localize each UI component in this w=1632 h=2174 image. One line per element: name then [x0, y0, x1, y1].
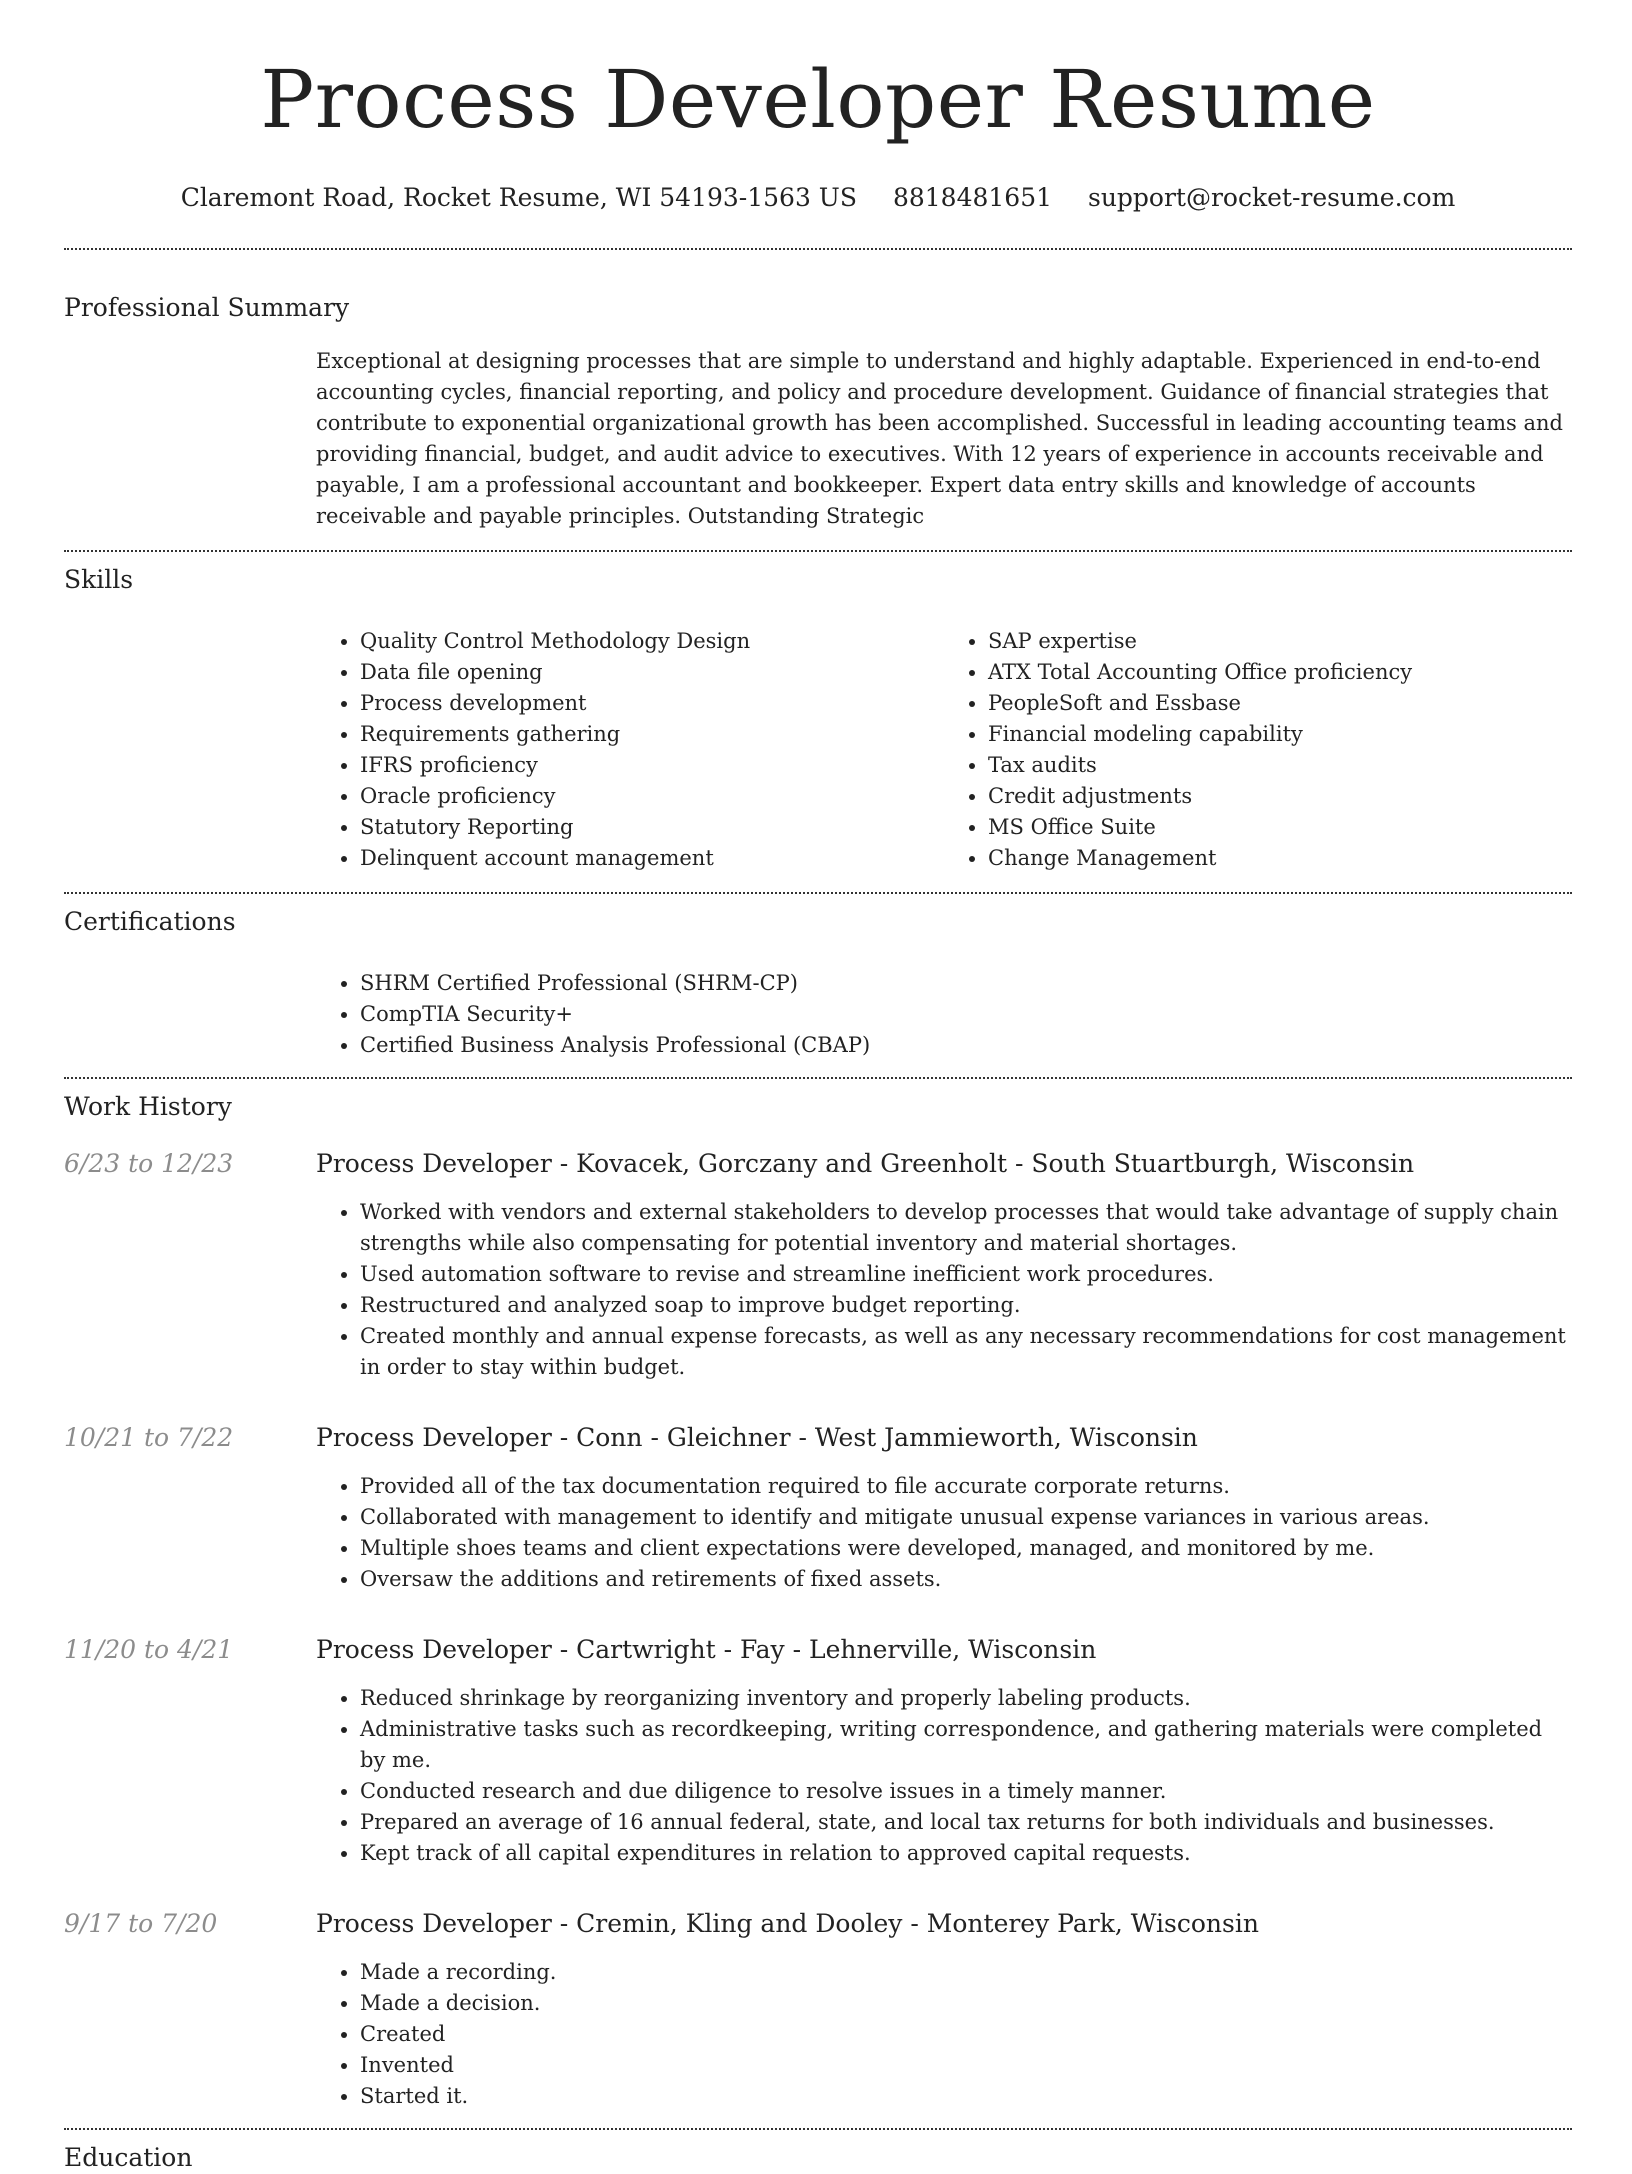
contact-line: [64, 180, 1572, 216]
certification-item: • CompTIA Security+: [360, 999, 1572, 1030]
job-bullet: • Created: [360, 2019, 1572, 2050]
job-bullet: • Made a recording.: [360, 1957, 1572, 1988]
job-bullet: • Conducted research and due diligence to resolve issues in a timely manner.: [360, 1776, 1572, 1807]
skill-item: • Requirements gathering: [360, 719, 944, 750]
job-bullet: • Kept track of all capital expenditures in relation to approved capital requests.: [360, 1838, 1572, 1869]
skill-item: • Delinquent account management: [360, 843, 944, 874]
job-title: Process Developer - Cartwright - Fay - Lehnerville, Wisconsin: [316, 1635, 1097, 1664]
job-dates: 9/17 to 7/20: [64, 1909, 218, 1938]
skills-grid: [316, 626, 1572, 874]
job-bullet: • Worked with vendors and external stakeholders to develop processes that would take advantage of supply chain strengths while also compensating for potential inventory and material shortages.: [360, 1197, 1572, 1259]
job-bullet: • Created monthly and annual expense forecasts, as well as any necessary recommendations for cost management in order to stay within budget.: [360, 1321, 1572, 1383]
summary-heading: Professional Summary: [64, 293, 350, 322]
job-entry: [64, 1421, 1572, 1595]
job-body: [316, 1421, 1572, 1595]
certification-item: • Certified Business Analysis Professional (CBAP): [360, 1030, 1572, 1061]
job-bullet: • Reduced shrinkage by reorganizing inventory and properly labeling products.: [360, 1683, 1572, 1714]
job-body: [316, 1633, 1572, 1869]
job-bullets: [316, 1197, 1572, 1383]
skills-list-right: [944, 626, 1572, 874]
spacer: [64, 2112, 1572, 2128]
job-bullet: • Invented: [360, 2050, 1572, 2081]
skill-item: • Credit adjustments: [988, 781, 1572, 812]
resume-page: [64, 0, 1572, 2174]
certifications-block: [316, 968, 1572, 1061]
job-bullet: • Oversaw the additions and retirements of fixed assets.: [360, 1564, 1572, 1595]
summary-text: Exceptional at designing processes that are simple to understand and highly adaptable. Experienced in end-to-end accounting cycles, financial reporting, and policy and procedure development. Guidance of financial strategies that contribute to exponential organizational growth has been accomplished. Successful in leading accounting teams and providing financial, budget, and audit advice to executives. With 12 years of experience in accounts receivable and payable, I am a professional accountant and bookkeeper. Expert data entry skills and knowledge of accounts receivable and payable principles. Outstanding Strategic: [316, 349, 1563, 528]
skill-item: • Oracle proficiency: [360, 781, 944, 812]
job-bullets: [316, 1957, 1572, 2112]
skill-item: • Data file opening: [360, 657, 944, 688]
certification-item: • SHRM Certified Professional (SHRM-CP): [360, 968, 1572, 999]
job-entry: [64, 1633, 1572, 1869]
skill-item: • Change Management: [988, 843, 1572, 874]
job-bullet: • Multiple shoes teams and client expectations were developed, managed, and monitored by me.: [360, 1533, 1572, 1564]
section-divider: [64, 1077, 1572, 1079]
section-divider: [64, 248, 1572, 250]
job-dates: 11/20 to 4/21: [64, 1635, 234, 1664]
job-bullet: • Used automation software to revise and streamline inefficient work procedures.: [360, 1259, 1572, 1290]
contact-phone: 8818481651: [892, 183, 1053, 212]
job-title: Process Developer - Conn - Gleichner - West Jammieworth, Wisconsin: [316, 1423, 1198, 1452]
section-divider: [64, 550, 1572, 552]
education-heading: Education: [64, 2143, 193, 2172]
job-title: Process Developer - Kovacek, Gorczany and Greenholt - South Stuartburgh, Wisconsin: [316, 1149, 1415, 1178]
section-divider: [64, 2128, 1572, 2130]
contact-address: Claremont Road, Rocket Resume, WI 54193-1563 US: [180, 183, 858, 212]
skill-item: • PeopleSoft and Essbase: [988, 688, 1572, 719]
work-history-heading: Work History: [64, 1092, 232, 1121]
job-body: [316, 1907, 1572, 2112]
skill-item: • IFRS proficiency: [360, 750, 944, 781]
job-bullet: • Prepared an average of 16 annual federal, state, and local tax returns for both individuals and businesses.: [360, 1807, 1572, 1838]
job-dates: 6/23 to 12/23: [64, 1149, 234, 1178]
skill-item: • ATX Total Accounting Office proficiency: [988, 657, 1572, 688]
skill-item: • Statutory Reporting: [360, 812, 944, 843]
job-bullets: [316, 1471, 1572, 1595]
skill-item: • Quality Control Methodology Design: [360, 626, 944, 657]
job-bullet: • Collaborated with management to identify and mitigate unusual expense variances in various areas.: [360, 1502, 1572, 1533]
job-entry: [64, 1147, 1572, 1383]
skill-item: • Financial modeling capability: [988, 719, 1572, 750]
job-bullet: • Restructured and analyzed soap to improve budget reporting.: [360, 1290, 1572, 1321]
job-title: Process Developer - Cremin, Kling and Dooley - Monterey Park, Wisconsin: [316, 1909, 1259, 1938]
job-entry: [64, 1907, 1572, 2112]
job-body: [316, 1147, 1572, 1383]
skill-item: • MS Office Suite: [988, 812, 1572, 843]
job-bullet: • Made a decision.: [360, 1988, 1572, 2019]
job-dates: 10/21 to 7/22: [64, 1423, 234, 1452]
section-divider: [64, 892, 1572, 894]
job-bullets: [316, 1683, 1572, 1869]
contact-email: support@rocket-resume.com: [1087, 183, 1456, 212]
job-bullet: • Provided all of the tax documentation required to file accurate corporate returns.: [360, 1471, 1572, 1502]
resume-title: Process Developer Resume: [260, 53, 1376, 146]
job-bullet: • Administrative tasks such as recordkeeping, writing correspondence, and gathering materials were completed by me.: [360, 1714, 1572, 1776]
certifications-list: [316, 968, 1572, 1061]
certifications-heading: Certifications: [64, 907, 236, 936]
job-bullet: • Started it.: [360, 2081, 1572, 2112]
skills-list-left: [316, 626, 944, 874]
skill-item: • Process development: [360, 688, 944, 719]
skill-item: • Tax audits: [988, 750, 1572, 781]
skills-heading: Skills: [64, 565, 134, 594]
skill-item: • SAP expertise: [988, 626, 1572, 657]
